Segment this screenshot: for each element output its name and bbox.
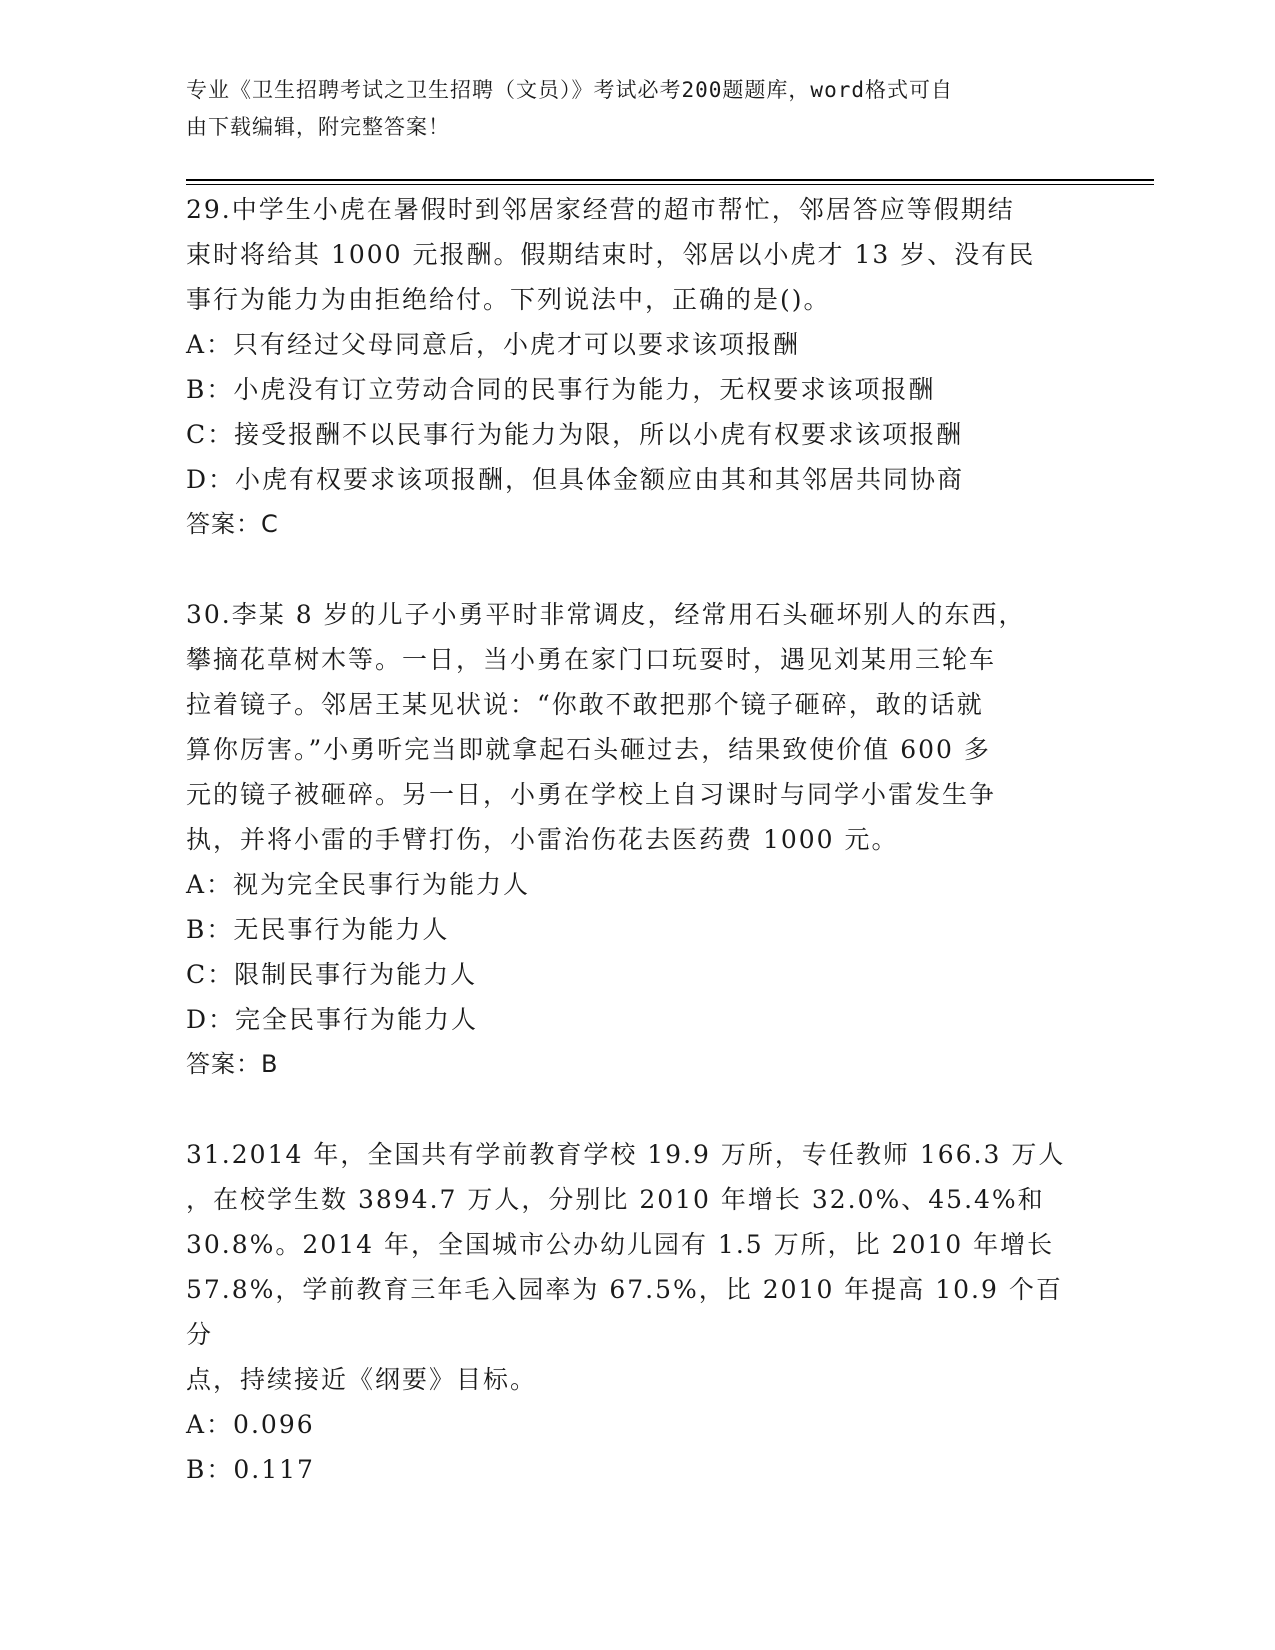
option-c: C：限制民事行为能力人 (186, 960, 478, 989)
option-b: B：0.117 (186, 1455, 315, 1484)
question-30 (186, 592, 1086, 1087)
option-a: A：只有经过父母同意后，小虎才可以要求该项报酬 (186, 330, 801, 359)
stem-line: 31.2014 年，全国共有学前教育学校 19.9 万所，专任教师 166.3 万人 (186, 1140, 1066, 1169)
stem-line: 30.李某 8 岁的儿子小勇平时非常调皮，经常用石头砸坏别人的东西， (186, 600, 1026, 629)
option-d: D：完全民事行为能力人 (186, 1005, 479, 1034)
stem-line: 束时将给其 1000 元报酬。假期结束时，邻居以小虎才 13 岁、没有民 (186, 240, 1036, 269)
stem-line: 点，持续接近《纲要》目标。 (186, 1365, 538, 1394)
stem-line: 30.8%。2014 年，全国城市公办幼儿园有 1.5 万所，比 2010 年增长 (186, 1230, 1055, 1259)
question-spacer (186, 1087, 1086, 1132)
option-d: D：小虎有权要求该项报酬，但具体金额应由其和其邻居共同协商 (186, 465, 965, 494)
stem-line: ，在校学生数 3894.7 万人，分别比 2010 年增长 32.0%、45.4%和 (186, 1185, 1045, 1214)
option-a: A：0.096 (186, 1410, 315, 1439)
header-line-2: 由下载编辑，附完整答案！ (186, 115, 450, 139)
document-header (186, 72, 1066, 146)
stem-line: 执，并将小雷的手臂打伤，小雷治伤花去医药费 1000 元。 (186, 825, 899, 854)
question-stem (186, 592, 1086, 862)
option-b: B：小虎没有订立劳动合同的民事行为能力，无权要求该项报酬 (186, 375, 936, 404)
question-list (186, 187, 1086, 1492)
answer-line: 答案：C (186, 510, 279, 538)
stem-line: 57.8%，学前教育三年毛入园率为 67.5%，比 2010 年提高 10.9 个百分 (186, 1275, 1063, 1349)
header-divider-thick (186, 179, 1154, 181)
stem-line: 拉着镜子。邻居王某见状说：“你敢不敢把那个镜子砸碎，敢的话就 (186, 690, 984, 719)
question-spacer (186, 547, 1086, 592)
question-31 (186, 1132, 1086, 1492)
option-a: A：视为完全民事行为能力人 (186, 870, 531, 899)
option-b: B：无民事行为能力人 (186, 915, 450, 944)
stem-line: 攀摘花草树木等。一日，当小勇在家门口玩耍时，遇见刘某用三轮车 (186, 645, 997, 674)
stem-line: 事行为能力为由拒绝给付。下列说法中，正确的是()。 (186, 285, 831, 314)
stem-line: 算你厉害。”小勇听完当即就拿起石头砸过去，结果致使价值 600 多 (186, 735, 991, 764)
question-stem (186, 1132, 1086, 1402)
question-29 (186, 187, 1086, 547)
header-divider-thin (186, 184, 1154, 185)
header-line-1: 专业《卫生招聘考试之卫生招聘（文员）》考试必考200题题库，word格式可自 (186, 78, 953, 102)
stem-line: 29.中学生小虎在暑假时到邻居家经营的超市帮忙，邻居答应等假期结 (186, 195, 1015, 224)
answer-line: 答案：B (186, 1050, 279, 1078)
option-c: C：接受报酬不以民事行为能力为限，所以小虎有权要求该项报酬 (186, 420, 964, 449)
question-stem (186, 187, 1086, 322)
stem-line: 元的镜子被砸碎。另一日，小勇在学校上自习课时与同学小雷发生争 (186, 780, 997, 809)
